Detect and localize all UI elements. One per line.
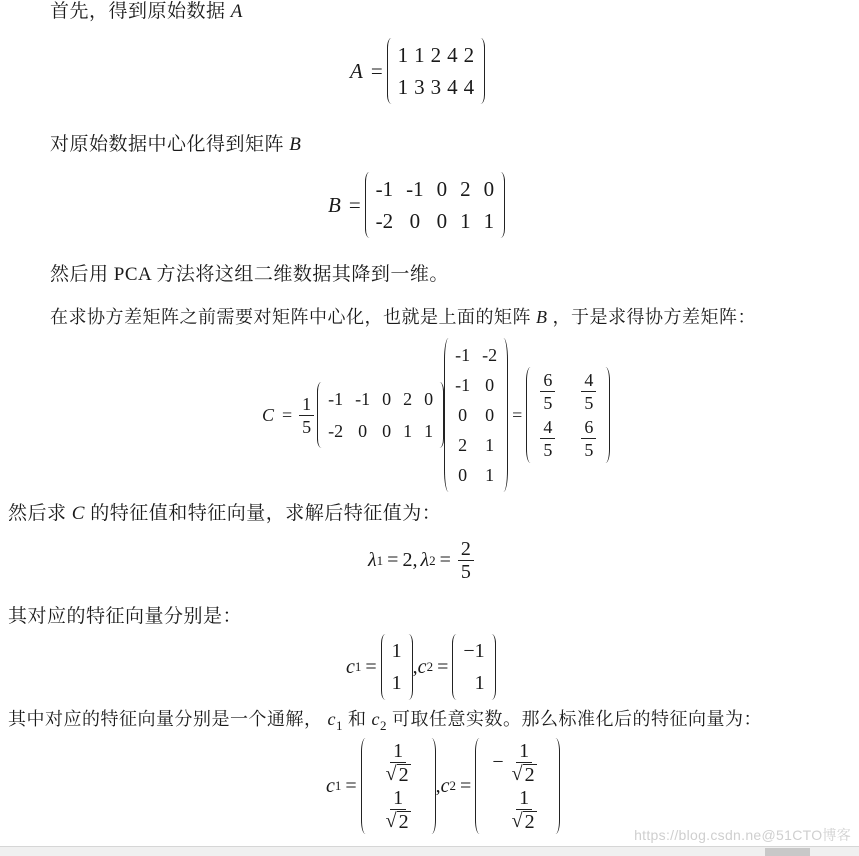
formula-covariance: C = $\frac{1}{5}$ -1 -1 0 2 0 -2 0 0 1 1 -1 -2 -1 0 0 0 2 1 0 1 = $\frac{6}{5}$ $\frac{4}{5}$ $\frac{4}{5}$ $\frac{6}{5}$ bbox=[262, 338, 610, 492]
paragraph-covariance: 在求协方差矩阵之前需要对矩阵中心化，也就是上面的矩阵 B ，于是求得协方差矩阵： bbox=[50, 307, 756, 327]
scrollbar-thumb[interactable] bbox=[765, 848, 810, 856]
scalar-fraction: $\frac{1}{5}$ bbox=[299, 393, 314, 438]
matrix-c-result: $\frac{6}{5}$ $\frac{4}{5}$ $\frac{4}{5}$ $\frac{6}{5}$ bbox=[526, 367, 610, 463]
formula-eigenvalues: λ 1 = 2 , λ 2 = $\frac{2}{5}$ bbox=[368, 538, 477, 583]
formula-matrix-b: B = -1 -1 0 2 0 -2 0 0 1 1 bbox=[328, 172, 505, 238]
paragraph-eigenvectors: 其对应的特征向量分别是： bbox=[8, 606, 243, 627]
matrix-b-transpose: -1 -2 -1 0 0 0 2 1 0 1 bbox=[444, 338, 508, 492]
matrix-a: 1 1 2 4 2 1 3 3 4 4 bbox=[387, 38, 486, 104]
paragraph-pca: 然后用 PCA 方法将这组二维数据其降到一维。 bbox=[50, 264, 449, 285]
matrix-b: -1 -1 0 2 0 -2 0 0 1 1 bbox=[365, 172, 506, 238]
watermark: https://blog.csdn.ne@51CTO博客 bbox=[634, 827, 851, 843]
formula-eigenvectors: c 1 = 1 1 , c 2 = −1 1 bbox=[346, 634, 496, 700]
paragraph-centering: 对原始数据中心化得到矩阵 B bbox=[50, 134, 302, 155]
paragraph-eigenvalues: 然后求 C 的特征值和特征向量，求解后特征值为： bbox=[8, 503, 442, 524]
paragraph-original-data: 首先，得到原始数据 A bbox=[50, 1, 243, 22]
formula-normalized-eigenvectors: c 1 = 1 √ 2 1 √ 2 , c 2 = − 1 √ 2 1 √ 2 bbox=[326, 738, 560, 834]
matrix-b-left: -1 -1 0 2 0 -2 0 0 1 1 bbox=[317, 382, 444, 448]
paragraph-normalization: 其中对应的特征向量分别是一个通解， $c_1$ 和 $c_2$ 可取任意实数。那么标准化后的特征向量为： bbox=[8, 709, 762, 733]
horizontal-scrollbar[interactable] bbox=[0, 846, 859, 856]
formula-matrix-a: A = 1 1 2 4 2 1 3 3 4 4 bbox=[350, 38, 485, 104]
